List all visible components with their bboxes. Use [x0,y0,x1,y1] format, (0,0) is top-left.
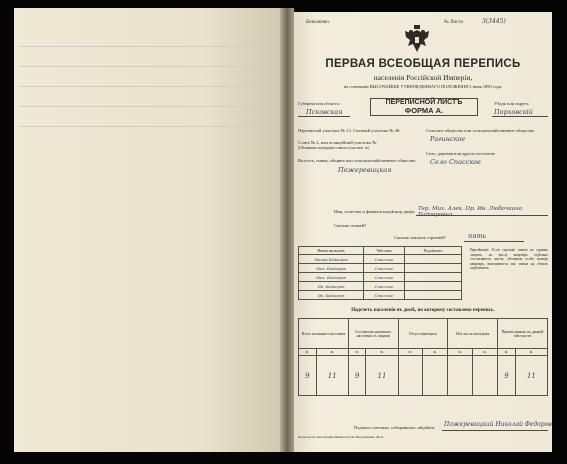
summary-header-composed: Составлено наличнаго населенія съ лицами [348,319,398,349]
census-basis: на основаніи ВЫСОЧАЙШЕ УТВЕРЖДЕННАГО ПОЛОЖЕНІЯ 5 іюня 1895 года. [343,84,503,89]
summary-value: 9 [498,356,516,396]
owner-label: Имя, отчество и фамилія владѣльца двора [334,209,415,214]
resident-name: Мих. Бадаеров [299,273,364,282]
book-gutter [280,8,294,452]
resident-name: Макар Бадаеров [299,255,364,264]
province-value: Псковская [306,108,343,116]
sub-header: м. [398,349,422,356]
residents-header-name: Имена жильцовъ [299,247,364,255]
field-enumeration-district: Переписной участокъ № 13. Счетный участокъ № 48. [298,128,401,133]
table-row [299,282,462,291]
summary-header-absent: Отсутствующихъ [398,319,448,349]
footer-note: Печатано въ Типографіи Министерства Внутреннихъ Дѣлъ [298,435,384,439]
sub-header: ж. [366,349,398,356]
dwellings-value: пять [468,232,487,240]
summary-value: 11 [316,356,348,396]
instruction-note: Примѣчаніе. Если строеніе занято не однимъ лицомъ, по числу квартиръ отдѣльно составляются листы; обозначая особо номера квартиръ, вписываются ихъ имена на обоихъ отдѣленіяхъ. [470,248,548,271]
residents-header-origin: Чей сынъ [364,247,405,255]
sheet-number-value: 3(3445) [482,18,506,25]
summary-value [422,356,448,396]
summary-value [398,356,422,396]
summary-value: 9 [348,356,366,396]
table-row [299,255,462,264]
sub-header: м. [448,349,472,356]
resident-origin: Спасское [364,264,405,273]
summary-header-residents: Изъ числа жильцовъ [448,319,498,349]
sub-header: ж. [316,349,348,356]
left-fields [298,128,418,174]
sub-header: ж. [422,349,448,356]
table-row [299,264,462,273]
field-village-value: Село Спасское [430,158,481,166]
sub-header: ж. [472,349,498,356]
right-fields [426,128,548,166]
resident-origin: Спасское [364,291,405,300]
census-title: ПЕРВАЯ ВСЕОБЩАЯ ПЕРЕПИСЬ [325,58,521,70]
dwellings-label: Сколько жилыхъ строеній? [394,235,446,240]
sub-header: м. [498,349,516,356]
double-eagle-icon [402,24,432,56]
resident-name: Ив. Бадаеров [299,282,364,291]
field-society-value: Рагинское [430,135,466,143]
left-page-blank [14,8,286,452]
summary-header-present: Всего наличнаго населенія [299,319,349,349]
resident-name: Ив. Бадаеров [299,291,364,300]
census-subtitle: населенія Россійской Имперіи, [373,73,473,82]
signature-label: Подпись счетчика, собиравшаго свѣдѣнія: [354,425,435,430]
table-row [299,291,462,300]
census-book [14,8,552,452]
resident-origin: Спасское [364,282,405,291]
owner-value: Тер. Мих. Алек. Пр. Ив. Любочкина Бадаеровых [418,206,522,218]
district-label: Уѣздъ или округъ: [494,101,530,106]
summary-title: Подсчетъ населенія въ домѣ, по которому составлена перепись. [351,308,495,313]
resident-origin: Спасское [364,255,405,264]
residents-header-status: Подлѣжитъ [405,247,462,255]
form-title-box [370,98,478,116]
sub-header: ж. [515,349,547,356]
table-row [299,273,462,282]
census-form-page [294,12,552,452]
field-volost-label: Волость, гмина, община или сельскохозяйственное общество [298,158,416,163]
summary-table [298,318,548,396]
form-title-line1: ПЕРЕПИСНОЙ ЛИСТЪ [385,99,463,106]
floors-label: Сколько этажей? [334,223,367,228]
province-label: Губернія или область: [298,101,341,106]
summary-value: 11 [366,356,398,396]
form-title-line2: ФОРМА А. [404,106,444,115]
summary-value [448,356,472,396]
signature-value: Пожеревицкий Николай Федоров [444,421,552,428]
field-society-label: Сельское общество или сельскохозяйственное общество [426,128,535,133]
field-volost-value: Пожеревицкая [338,166,392,174]
field-stan: Станъ № 2, или полицейскій участокъ № [298,140,377,145]
summary-value [472,356,498,396]
free-label: Безплатно. [306,20,331,25]
field-stan-note: (Обозначить нумерацію станов и участков. №) [298,146,370,150]
sub-header: м. [299,349,317,356]
sub-header: м. [348,349,366,356]
residents-table [298,246,462,300]
summary-header-registered: Приписанныхъ къ данной мѣстности [498,319,548,349]
field-village-label: Село, деревня или другое поселеніе [426,151,495,156]
sheet-number-label: № Листа [444,20,463,25]
summary-value: 11 [515,356,547,396]
district-value: Порховскій [494,108,533,116]
summary-value: 9 [299,356,317,396]
resident-origin: Спасское [364,273,405,282]
resident-name: Мих. Бадаеров [299,264,364,273]
